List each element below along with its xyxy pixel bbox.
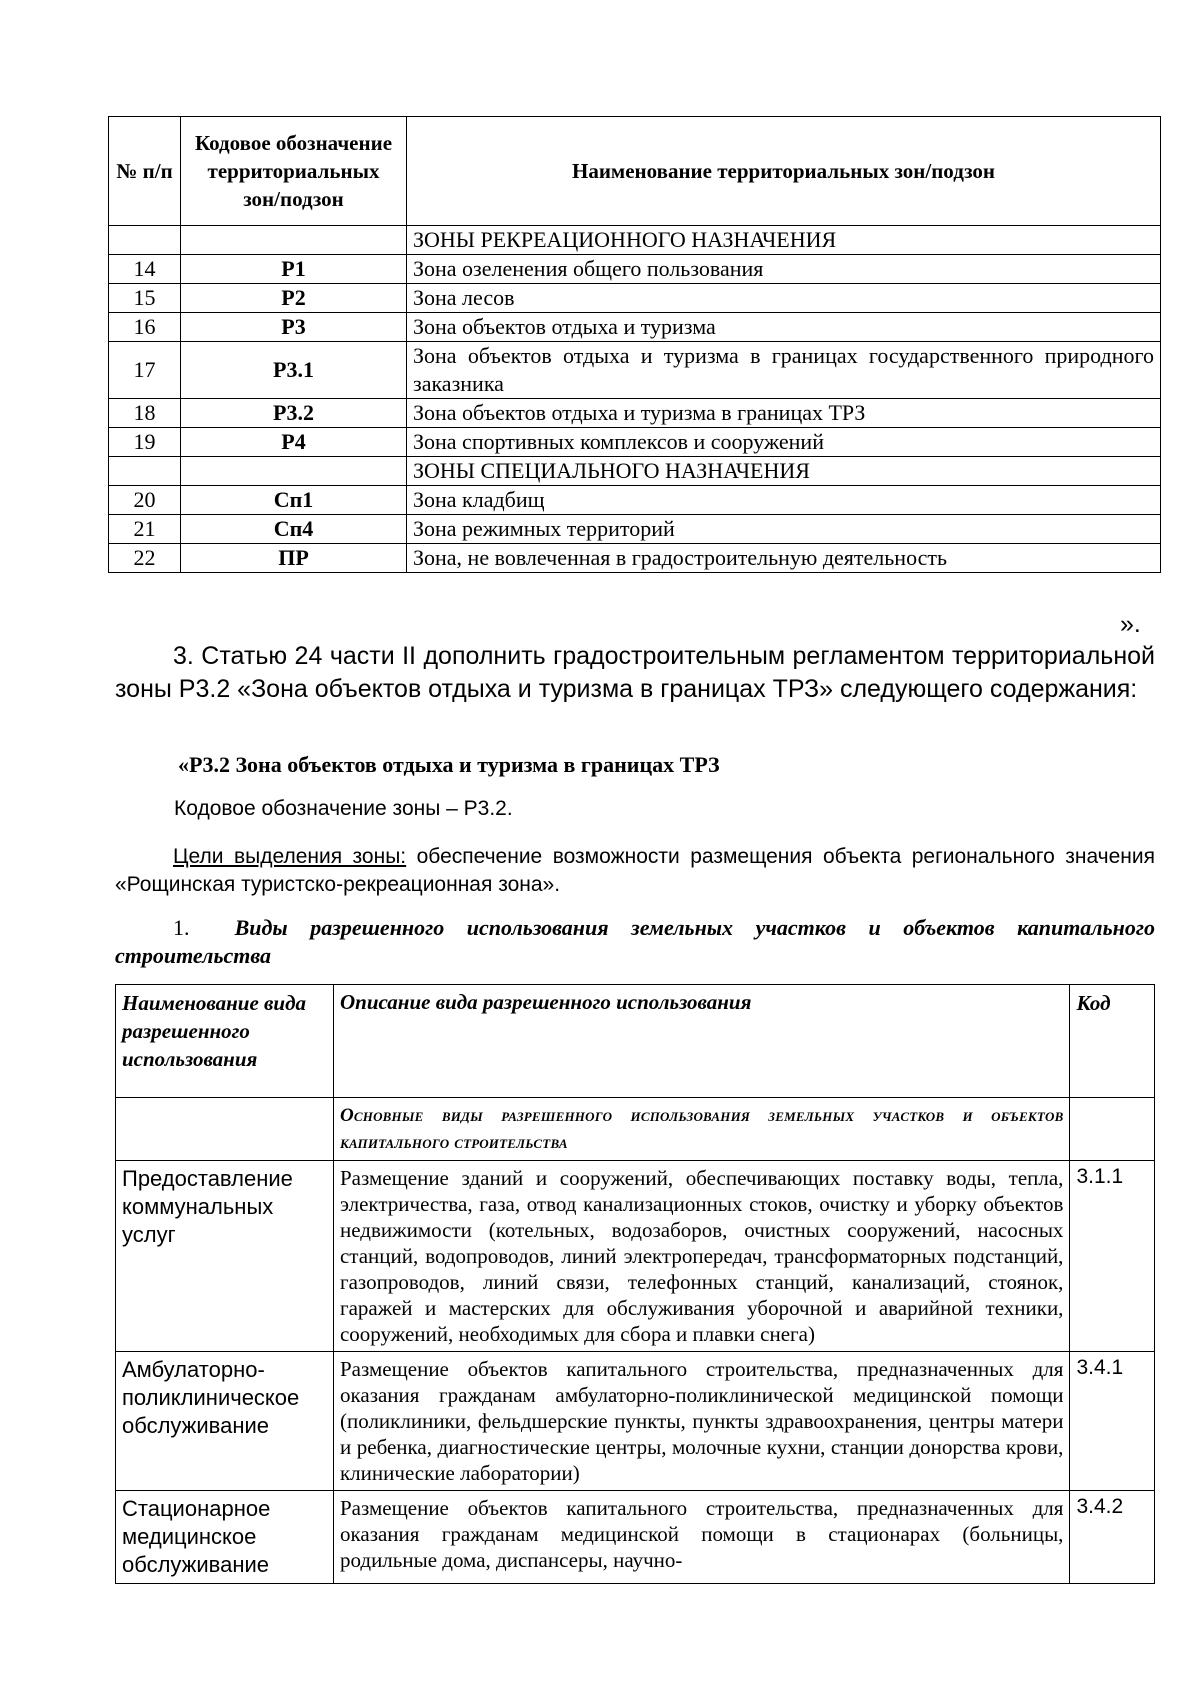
row-code: Р1	[181, 255, 407, 284]
table-row	[109, 515, 1161, 544]
header-use-code: Код	[1070, 985, 1155, 1098]
table-row	[109, 255, 1161, 284]
row-name: Зона спортивных комплексов и сооружений	[407, 428, 1161, 457]
use-code: 3.4.1	[1070, 1352, 1155, 1491]
row-code	[181, 457, 407, 486]
use-name: Стационарное медицинское обслуживание	[116, 1491, 334, 1584]
section-number: 1.	[173, 915, 190, 940]
row-name: Зона озеленения общего пользования	[407, 255, 1161, 284]
empty-cell	[1070, 1098, 1155, 1161]
table-row	[109, 342, 1161, 399]
goals-text: обеспечение возможности размещения объекта регионального значения «Рощинская туристско-рекреационная зона».	[115, 845, 1155, 896]
section-title: ЗОНЫ РЕКРЕАЦИОННОГО НАЗНАЧЕНИЯ	[407, 226, 1161, 255]
row-code: ПР	[181, 544, 407, 573]
row-name: Зона кладбищ	[407, 486, 1161, 515]
closing-quote: ».	[1120, 610, 1141, 638]
row-code: Р4	[181, 428, 407, 457]
table-row	[109, 284, 1161, 313]
table-row	[116, 1491, 1155, 1584]
table-row	[109, 544, 1161, 573]
header-num: № п/п	[109, 117, 181, 226]
header-use-name: Наименование вида разрешенного использования	[116, 985, 334, 1098]
subheader-text: Основные виды разрешенного использования земельных участков и объектов капитального строительства	[339, 1105, 1064, 1153]
row-name: Зона режимных территорий	[407, 515, 1161, 544]
row-code: Р3.1	[181, 342, 407, 399]
use-name: Предоставление коммунальных услуг	[116, 1161, 334, 1352]
uses-table-subheader-row	[116, 1098, 1155, 1161]
row-num	[109, 457, 181, 486]
section-title: ЗОНЫ СПЕЦИАЛЬНОГО НАЗНАЧЕНИЯ	[407, 457, 1161, 486]
row-num: 19	[109, 428, 181, 457]
row-code: Р3	[181, 313, 407, 342]
table-row	[109, 486, 1161, 515]
zones-table-header	[109, 117, 1161, 226]
row-name: Зона объектов отдыха и туризма в границах государственного природного заказника	[407, 342, 1161, 399]
row-name: Зона объектов отдыха и туризма	[407, 313, 1161, 342]
empty-cell	[116, 1098, 334, 1161]
table-row	[109, 457, 1161, 486]
use-code: 3.4.2	[1070, 1491, 1155, 1584]
row-name: Зона лесов	[407, 284, 1161, 313]
row-num: 18	[109, 399, 181, 428]
row-num: 14	[109, 255, 181, 284]
table-row	[109, 428, 1161, 457]
row-name: Зона, не вовлеченная в градостроительную деятельность	[407, 544, 1161, 573]
zone-goals	[115, 843, 1155, 899]
uses-table-header	[116, 985, 1155, 1098]
table-row	[109, 226, 1161, 255]
row-num: 17	[109, 342, 181, 399]
use-desc: Размещение зданий и сооружений, обеспечивающих поставку воды, тепла, электричества, газа, отвод канализационных стоков, очистку и уборку объектов недвижимости (котельных, водозаборов, очистных сооружений, насосных станций, водопроводов, линий электропередач, трансформаторных подстанций, газопроводов, линий связи, телефонных станций, канализаций, стоянок, гаражей и мастерских для обслуживания уборочной и аварийной техники, сооружений, необходимых для сбора и плавки снега)	[333, 1161, 1069, 1352]
row-code: Сп4	[181, 515, 407, 544]
header-code: Кодовое обозначение территориальных зон/подзон	[181, 117, 407, 226]
row-num: 22	[109, 544, 181, 573]
table-row	[109, 313, 1161, 342]
row-code: Р3.2	[181, 399, 407, 428]
table-row	[116, 1352, 1155, 1491]
main-uses-subheader	[333, 1098, 1069, 1161]
row-num: 21	[109, 515, 181, 544]
permitted-uses-table	[115, 984, 1155, 1584]
row-code: Сп1	[181, 486, 407, 515]
use-code: 3.1.1	[1070, 1161, 1155, 1352]
use-desc: Размещение объектов капитального строительства, предназначенных для оказания гражданам амбулаторно-поликлинической медицинской помощи (поликлиники, фельдшерские пункты, пункты здравоохранения, центры матери и ребенка, диагностические центры, молочные кухни, станции донорства крови, клинические лаборатории)	[333, 1352, 1069, 1491]
row-num: 16	[109, 313, 181, 342]
row-num	[109, 226, 181, 255]
section-1-heading	[115, 914, 1155, 970]
table-row	[109, 399, 1161, 428]
row-name: Зона объектов отдыха и туризма в границах ТРЗ	[407, 399, 1161, 428]
zone-heading: «Р3.2 Зона объектов отдыха и туризма в границах ТРЗ	[178, 752, 720, 777]
header-name: Наименование территориальных зон/подзон	[407, 117, 1161, 226]
row-num: 15	[109, 284, 181, 313]
row-code: Р2	[181, 284, 407, 313]
row-code	[181, 226, 407, 255]
zone-code-line: Кодовое обозначение зоны – Р3.2.	[174, 797, 513, 820]
row-num: 20	[109, 486, 181, 515]
section-title: Виды разрешенного использования земельных участков и объектов капитального строительства	[115, 915, 1155, 968]
use-name: Амбулаторно-поликлиническое обслуживание	[116, 1352, 334, 1491]
table-row	[116, 1161, 1155, 1352]
use-desc: Размещение объектов капитального строительства, предназначенных для оказания гражданам медицинской помощи в стационарах (больницы, родильные дома, диспансеры, научно-	[333, 1491, 1069, 1584]
paragraph-3: 3. Статью 24 части II дополнить градостроительным регламентом территориальной зоны Р3.2 «Зона объектов отдыха и туризма в границах ТРЗ» следующего содержания:	[115, 642, 1155, 703]
goals-label: Цели выделения зоны:	[173, 845, 407, 868]
header-use-desc: Описание вида разрешенного использования	[333, 985, 1069, 1098]
zones-table	[108, 116, 1161, 573]
